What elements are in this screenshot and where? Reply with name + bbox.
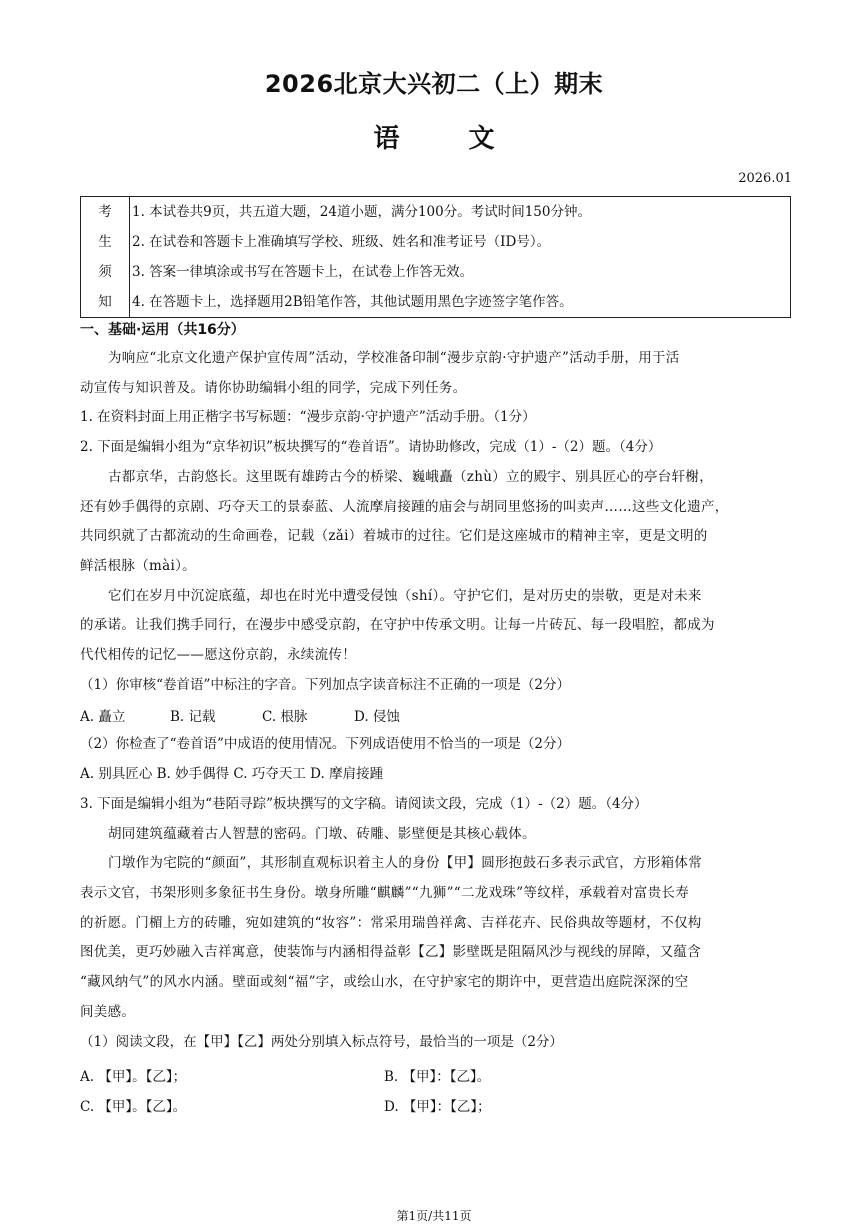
passage-line: 鲜活根脉（mài）。 <box>80 558 196 574</box>
subject-title: 语 文 <box>373 124 495 154</box>
passage-line: 间美感。 <box>80 1004 136 1020</box>
notice-item: 4. 在答题卡上，选择题用2B铅笔作答，其他试题用黑色字迹签字笔作答。 <box>132 294 573 310</box>
notice-side-char: 生 <box>98 234 112 250</box>
notice-side-label <box>81 197 130 318</box>
notice-side-char: 知 <box>98 294 112 310</box>
page-number: 第1页/共11页 <box>396 1209 472 1223</box>
question-3-1: （1）阅读文段，在【甲】【乙】两处分别填入标点符号，最恰当的一项是（2分） <box>80 1034 563 1050</box>
option-d: D. 侵蚀 <box>354 709 400 725</box>
passage-line: 它们在岁月中沉淀底蕴，却也在时光中遭受侵蚀（shí）。守护它们，是对历史的崇敬，更是对未来 <box>108 588 702 604</box>
notice-side-char: 须 <box>98 264 112 280</box>
question-2: 2. 下面是编辑小组为“京华初识”板块撰写的“卷首语”。请协助修改，完成（1）-（2）题。（4分） <box>80 439 662 455</box>
exam-title: 2026北京大兴初二（上）期末 <box>264 70 604 98</box>
passage-line: 还有妙手偶得的京剧、巧夺天工的景泰蓝、人流摩肩接踵的庙会与胡同里悠扬的叫卖声……这些文化遗产， <box>80 499 729 515</box>
passage-line: 门墩作为宅院的“颜面”，其形制直观标识着主人的身份【甲】圆形抱鼓石多表示武官，方形箱体常 <box>108 855 703 871</box>
notice-item: 1. 本试卷共9页，共五道大题，24道小题，满分100分。考试时间150分钟。 <box>132 204 591 220</box>
notice-side-char: 考 <box>98 204 112 220</box>
option-a: A. 矗立 <box>80 709 126 725</box>
option-c: C. 【甲】。【乙】。 <box>80 1099 187 1115</box>
question-2-2: （2）你检查了“卷首语”中成语的使用情况。下列成语使用不恰当的一项是（2分） <box>80 736 570 752</box>
exam-date: 2026.01 <box>738 171 792 186</box>
notice-items <box>130 197 791 318</box>
question-2-2-options: A. 别具匠心 B. 妙手偶得 C. 巧夺天工 D. 摩肩接踵 <box>80 766 384 782</box>
question-1: 1. 在资料封面上用正楷字书写标题：“漫步京韵·守护遗产”活动手册。（1分） <box>80 409 536 425</box>
option-b: B. 记载 <box>170 709 216 725</box>
intro-line: 为响应“北京文化遗产保护宣传周”活动，学校准备印制“漫步京韵·守护遗产”活动手册，用于活 <box>108 350 680 366</box>
passage-line: 古都京华，古韵悠长。这里既有雄跨古今的桥梁、巍峨矗（zhù）立的殿宇、别具匠心的亭台轩榭， <box>108 469 713 485</box>
question-2-1: （1）你审核“卷首语”中标注的字音。下列加点字读音标注不正确的一项是（2分） <box>80 677 570 693</box>
option-d: D. 【甲】：【乙】； <box>384 1099 491 1115</box>
passage-line: 胡同建筑蕴藏着古人智慧的密码。门墩、砖雕、影壁便是其核心载体。 <box>108 826 536 842</box>
candidate-notice-table <box>80 196 791 318</box>
passage-line: 的祈愿。门楣上方的砖雕，宛如建筑的“妆容”：常采用瑞兽祥禽、吉祥花卉、民俗典故等题材，不仅构 <box>80 915 702 931</box>
passage-line: 的承诺。让我们携手同行，在漫步中感受京韵，在守护中传承文明。让每一片砖瓦、每一段唱腔，都成为 <box>80 617 715 633</box>
passage-line: 共同织就了古都流动的生命画卷，记载（zǎi）着城市的过往。它们是这座城市的精神主宰，更是文明的 <box>80 528 708 544</box>
question-3: 3. 下面是编辑小组为“巷陌寻踪”板块撰写的文字稿。请阅读文段，完成（1）-（2）题。（4分） <box>80 796 648 812</box>
passage-line: 代代相传的记忆——愿这份京韵，永续流传！ <box>80 647 356 663</box>
option-a: A. 【甲】。【乙】； <box>80 1069 187 1085</box>
section-heading: 一、基础·运用（共16分） <box>80 322 245 338</box>
notice-item: 2. 在试卷和答题卡上准确填写学校、班级、姓名和准考证号（ID号）。 <box>132 234 551 250</box>
passage-line: “藏风纳气”的风水内涵。壁面或刻“福”字，或绘山水，在守护家宅的期许中，更营造出庭院深深的空 <box>80 974 689 990</box>
option-c: C. 根脉 <box>262 709 308 725</box>
intro-line: 动宣传与知识普及。请你协助编辑小组的同学，完成下列任务。 <box>80 380 467 396</box>
passage-line: 图优美，更巧妙融入吉祥寓意，使装饰与内涵相得益彰【乙】影壁既是阻隔风沙与视线的屏障，又蕴含 <box>80 944 701 960</box>
notice-item: 3. 答案一律填涂或书写在答题卡上，在试卷上作答无效。 <box>132 264 474 280</box>
option-b: B. 【甲】：【乙】。 <box>384 1069 491 1085</box>
passage-line: 表示文官，书架形则多象征书生身份。墩身所雕“麒麟”“九狮”“二龙戏珠”等纹样，承载着对富贵长寿 <box>80 885 690 901</box>
